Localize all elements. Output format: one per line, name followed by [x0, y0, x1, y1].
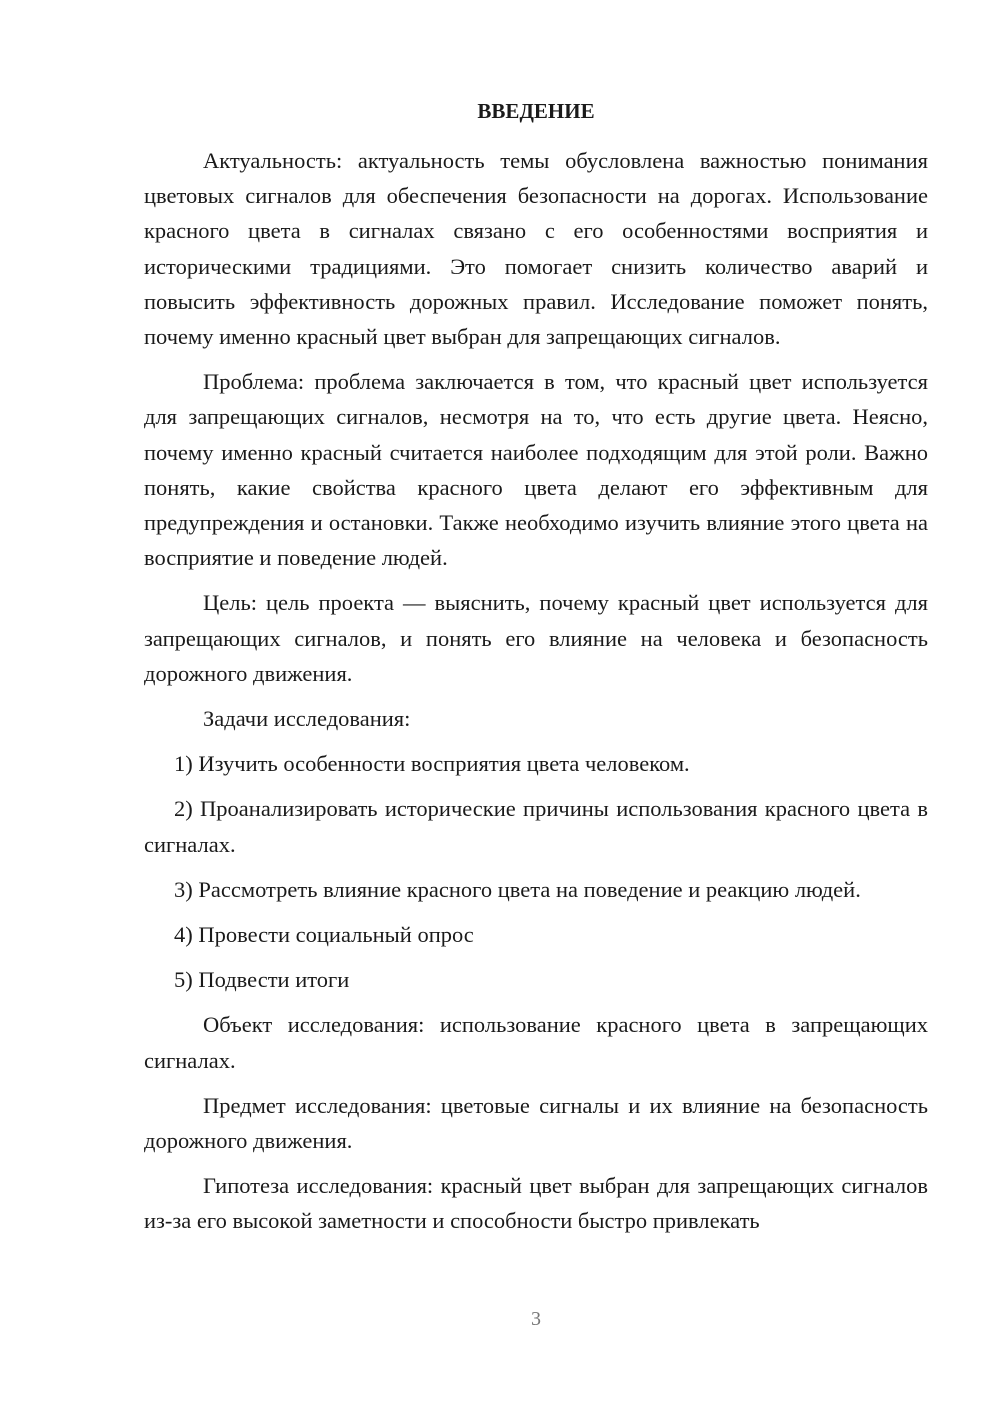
- paragraph-problem: Проблема: проблема заключается в том, что красный цвет используется для запрещающих сигналов, несмотря на то, что есть другие цвета. Неясно, почему именно красный считается наиболее подходящим для этой роли. Важно понять, какие свойства красного цвета делают его эффективным для предупреждения и остановки. Также необходимо изучить влияние этого цвета на восприятие и поведение людей.: [144, 369, 928, 571]
- task-item-5: 5) Подвести итоги: [174, 967, 350, 993]
- task-item-1: 1) Изучить особенности восприятия цвета человеком.: [174, 751, 690, 777]
- task-item-2: 2) Проанализировать исторические причины использования красного цвета в сигналах.: [144, 796, 928, 857]
- tasks-heading: Задачи исследования:: [203, 706, 411, 732]
- page-number: 3: [531, 1308, 541, 1330]
- paragraph-subject: Предмет исследования: цветовые сигналы и их влияние на безопасность дорожного движения.: [144, 1092, 928, 1154]
- section-title: ВВЕДЕНИЕ: [477, 99, 595, 123]
- task-item-3: 3) Рассмотреть влияние красного цвета на поведение и реакцию людей.: [174, 876, 861, 902]
- task-item-4: 4) Провести социальный опрос: [174, 922, 474, 948]
- paragraph-object: Объект исследования: использование красного цвета в запрещающих сигналах.: [144, 1012, 928, 1073]
- paragraph-hypothesis: Гипотеза исследования: красный цвет выбран для запрещающих сигналов из-за его высокой заметности и способности быстро привлекать: [144, 1173, 928, 1234]
- paragraph-goal: Цель: цель проекта — выяснить, почему красный цвет используется для запрещающих сигналов, и понять его влияние на человека и безопасность дорожного движения.: [144, 590, 928, 686]
- page-content: [144, 94, 928, 1249]
- paragraph-relevance: Актуальность: актуальность темы обусловлена важностью понимания цветовых сигналов для обеспечения безопасности на дорогах. Использование красного цвета в сигналах связано с его особенностями восприятия и историческими традициями. Это помогает снизить количество аварий и повысить эффективность дорожных правил. Исследование поможет понять, почему именно красный цвет выбран для запрещающих сигналов.: [144, 148, 928, 350]
